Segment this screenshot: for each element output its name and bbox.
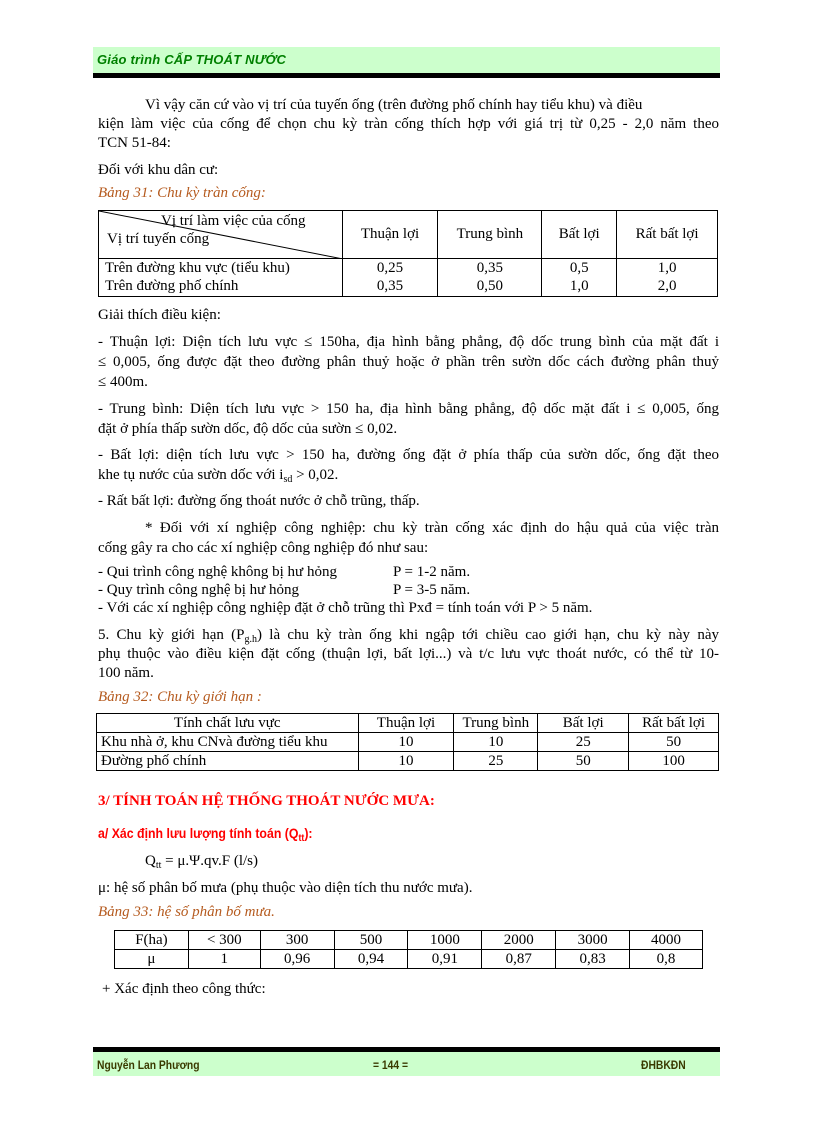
explain-title: Giải thích điều kiện: (98, 307, 221, 323)
table-cell: 1 (188, 950, 260, 969)
table31-col-header: Thuận lợi (342, 211, 438, 259)
industrial-item-2: - Quy trình công nghệ bị hư hỏng (98, 582, 300, 598)
table31-col-header: Bất lợi (542, 211, 617, 259)
table-cell: 4000 (630, 931, 703, 950)
table-cell: 10 (358, 733, 454, 752)
table-cell: 3000 (556, 931, 630, 950)
text-part: 5. Chu kỳ giới hạn (P (98, 627, 245, 643)
explain-p1-line-3: ≤ 400m. (98, 374, 148, 390)
text-part: Q (145, 853, 156, 869)
table-cell: 0,83 (556, 950, 630, 969)
table31-col-header: Trung bình (438, 211, 542, 259)
text-part: ) là chu kỳ tràn ống khi ngập tới chiều cao giới hạn, chu kỳ này này (256, 627, 719, 643)
table32-caption: Bảng 32: Chu kỳ giới hạn : (98, 689, 262, 705)
table-cell: 10 (454, 733, 538, 752)
sectionA-title (98, 825, 313, 844)
explain-p1-line-1: - Thuận lợi: Diện tích lưu vực ≤ 150ha, địa hình bằng phẳng, độ dốc trung bình của mặt đất i (98, 334, 719, 350)
row-label: Trên đường phố chính (99, 278, 343, 297)
explain-p3-line-1: - Bất lợi: diện tích lưu vực > 150 ha, đường ống đặt ở phía thấp của sườn dốc, ống đặt theo (98, 447, 719, 463)
table-cell: 25 (454, 752, 538, 771)
table-cell: 1,0 (617, 259, 718, 278)
intro-line-4: Đối với khu dân cư: (98, 162, 219, 178)
table31-col-header: Rất bất lợi (617, 211, 718, 259)
table-row (99, 278, 718, 297)
subscript: g.h (244, 634, 257, 645)
subscript: tt (155, 860, 162, 871)
subscript: tt (298, 833, 305, 844)
table-row (97, 733, 719, 752)
row-label: Khu nhà ở, khu CNvà đường tiểu khu (97, 733, 359, 752)
explain-p2-line-1: - Trung bình: Diện tích lưu vực > 150 ha, địa hình bằng phẳng, độ dốc mặt đất i ≤ 0,005, ống (98, 401, 719, 417)
table-cell: 300 (260, 931, 334, 950)
formula-intro: + Xác định theo công thức: (102, 981, 266, 997)
explain-p4: - Rất bất lợi: đường ống thoát nước ở chỗ trũng, thấp. (98, 493, 420, 509)
subscript: sd (283, 474, 293, 485)
text-part: ): (304, 825, 313, 841)
intro-line-3: TCN 51-84: (98, 135, 171, 151)
footer-author: Nguyễn Lan Phương (97, 1058, 200, 1072)
text-part: = μ.Ψ.qv.F (l/s) (161, 853, 259, 869)
table-cell: 25 (538, 733, 629, 752)
text-part: > 0,02. (292, 467, 339, 483)
table-cell: 0,96 (260, 950, 334, 969)
table33 (114, 930, 703, 969)
industrial-item-2-value: P = 3-5 năm. (393, 582, 471, 598)
row-label: Đường phố chính (97, 752, 359, 771)
table-row (97, 752, 719, 771)
table-row (115, 931, 703, 950)
footer-institution: ĐHBKĐN (641, 1058, 686, 1072)
table-cell: 0,91 (408, 950, 482, 969)
table-cell: 0,50 (438, 278, 542, 297)
table-cell: 1,0 (542, 278, 617, 297)
mu-description: μ: hệ số phân bố mưa (phụ thuộc vào diện tích thu nước mưa). (98, 880, 473, 896)
explain-p1-line-2: ≤ 0,005, ống được đặt theo đường phân thuỷ hoặc ở phần trên sườn dốc cách đường phân thuỷ (98, 354, 719, 370)
footer-page-number: = 144 = (373, 1058, 409, 1072)
table-cell: 10 (358, 752, 454, 771)
corner-bottom-label: Vị trí tuyến cống (107, 231, 210, 247)
table-col-header: Thuận lợi (358, 714, 454, 733)
table-cell: 0,8 (630, 950, 703, 969)
table32 (96, 713, 719, 771)
table-cell: 50 (629, 733, 719, 752)
table-cell: F(ha) (115, 931, 189, 950)
table-cell: 500 (334, 931, 408, 950)
table-cell: 0,87 (482, 950, 556, 969)
limit-line-3: 100 năm. (98, 665, 154, 681)
table-col-header: Trung bình (454, 714, 538, 733)
table31-header-row (99, 211, 718, 259)
table-col-header: Tính chất lưu vực (97, 714, 359, 733)
intro-line-1: Vì vậy căn cứ vào vị trí của tuyến ống (trên đường phố chính hay tiểu khu) và điều (145, 97, 643, 113)
table-cell: μ (115, 950, 189, 969)
industrial-item-1: - Qui trình công nghệ không bị hư hỏng (98, 564, 337, 580)
table-cell: 1000 (408, 931, 482, 950)
table-cell: 2000 (482, 931, 556, 950)
table-cell: 50 (538, 752, 629, 771)
table-cell: 0,5 (542, 259, 617, 278)
table-cell: 2,0 (617, 278, 718, 297)
section3-title: 3/ TÍNH TOÁN HỆ THỐNG THOÁT NƯỚC MƯA: (98, 793, 435, 809)
table32-header-row (97, 714, 719, 733)
industrial-line-1: * Đối với xí nghiệp công nghiệp: chu kỳ tràn cống xác định do hậu quả của việc tràn (145, 520, 719, 536)
table-cell: 100 (629, 752, 719, 771)
table-row (99, 259, 718, 278)
table-cell: 0,25 (342, 259, 438, 278)
table-cell: < 300 (188, 931, 260, 950)
limit-line-1 (98, 626, 719, 645)
table-col-header: Rất bất lợi (629, 714, 719, 733)
corner-top-label: Vị trí làm việc của cống (161, 213, 306, 229)
table-row (115, 950, 703, 969)
industrial-line-2: cống gây ra cho các xí nghiệp công nghiệp đó như sau: (98, 540, 429, 556)
explain-p2-line-2: đặt ở phía thấp sườn dốc, độ dốc của sườn ≤ 0,02. (98, 421, 398, 437)
row-label: Trên đường khu vực (tiểu khu) (99, 259, 343, 278)
table31-corner-cell (99, 211, 343, 259)
header-rule (93, 73, 720, 78)
table-col-header: Bất lợi (538, 714, 629, 733)
explain-p3-line-2 (98, 466, 338, 485)
industrial-item-3: - Với các xí nghiệp công nghiệp đặt ở chỗ trũng thì Pxđ = tính toán với P > 5 năm. (98, 600, 593, 616)
formula (145, 852, 258, 871)
table31-caption: Bảng 31: Chu kỳ tràn cống: (98, 185, 266, 201)
table-cell: 0,35 (438, 259, 542, 278)
text-part: khe tụ nước của sườn dốc với i (98, 467, 284, 483)
table33-caption: Bảng 33: hệ số phân bố mưa. (98, 904, 275, 920)
industrial-item-1-value: P = 1-2 năm. (393, 564, 471, 580)
header-title: Giáo trình CẤP THOÁT NƯỚC (97, 52, 287, 67)
table-cell: 0,94 (334, 950, 408, 969)
table31 (98, 210, 718, 297)
text-part: a/ Xác định lưu lượng tính toán (Q (98, 825, 299, 841)
intro-line-2: kiện làm việc của cống để chọn chu kỳ tràn cống thích hợp với giá trị từ 0,25 - 2,0 năm theo (98, 116, 719, 132)
table-cell: 0,35 (342, 278, 438, 297)
limit-line-2: phụ thuộc vào điều kiện đặt cống (thuận lợi, bất lợi...) và t/c lưu vực thoát nước, có thể từ 10- (98, 646, 719, 662)
